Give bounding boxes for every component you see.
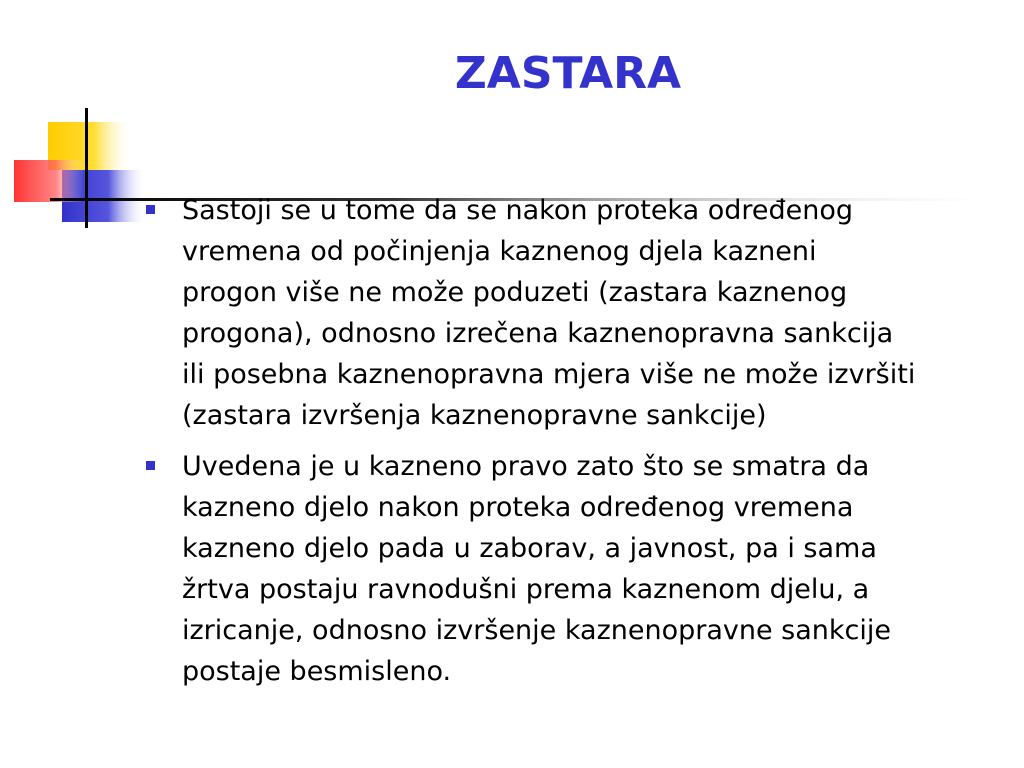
deco-vertical-line [85,108,88,228]
bullet-text: Uvedena je u kazneno pravo zato što se smatra da kazneno djelo nakon proteka određenog vremena kazneno djelo pada u zaborav, a javnost, pa i sama žrtva postaju ravnodušni prema kaznenom djelu, a izricanje, odnosno izvršenje kaznenopravne sankcije postaje besmisleno. [182,451,891,687]
bullet-item [140,446,1000,692]
slide-title: ZASTARA [454,48,682,99]
bullet-text: Sastoji se u tome da se nakon proteka određenog vremena od počinjenja kaznenog djela kazneni progon više ne može poduzeti (zastara kaznenog progona), odnosno izrečena kaznenopravna sankcija ili posebna kaznenopravna mjera više ne može izvršiti (zastara izvršenja kaznenopravne sankcije) [182,195,916,431]
bullet-item [140,190,1000,436]
deco-red-square [14,160,84,202]
bullet-list [140,190,1000,702]
square-bullet-icon [146,461,155,470]
square-bullet-icon [146,205,155,214]
